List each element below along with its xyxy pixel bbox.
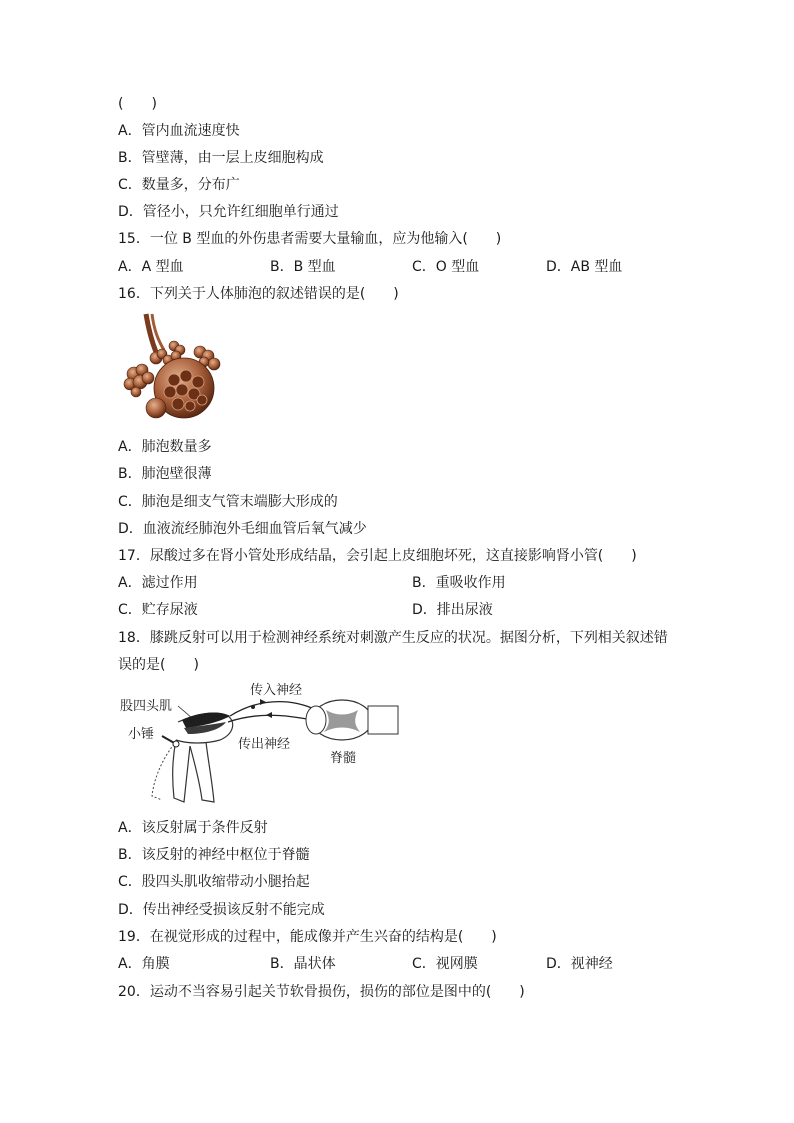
q17-option-c: C．贮存尿液: [118, 602, 198, 618]
q20-stem: 20．运动不当容易引起关节软骨损伤，损伤的部位是图中的( ): [118, 984, 525, 1000]
knee-jerk-reflex-figure: [116, 680, 401, 810]
q16-option-d: D．血液流经肺泡外毛细血管后氧气减少: [118, 521, 367, 537]
q19-option-d: D．视神经: [546, 956, 613, 972]
label-spinal-cord: 脊髓: [330, 751, 357, 766]
q18-stem-line1: 18．膝跳反射可以用于检测神经系统对刺激产生反应的状况。据图分析，下列相关叙述错: [118, 630, 668, 646]
q17-option-a: A．滤过作用: [118, 575, 198, 591]
q14-option-b: B．管壁薄，由一层上皮细胞构成: [118, 150, 324, 166]
q15-option-b: B．B 型血: [270, 259, 336, 275]
q18-option-c: C．股四头肌收缩带动小腿抬起: [118, 874, 310, 890]
q14-option-c: C．数量多，分布广: [118, 177, 240, 193]
q14-option-a: A．管内血流速度快: [118, 123, 240, 139]
q16-option-c: C．肺泡是细支气管末端膨大形成的: [118, 494, 338, 510]
q16-stem: 16．下列关于人体肺泡的叙述错误的是( ): [118, 286, 399, 302]
q15-stem: 15．一位 B 型血的外伤患者需要大量输血，应为他输入( ): [118, 231, 502, 247]
q15-option-a: A．A 型血: [118, 259, 184, 275]
q16-option-a: A．肺泡数量多: [118, 439, 212, 455]
q17-option-d: D．排出尿液: [412, 602, 493, 618]
label-afferent-nerve: 传入神经: [250, 683, 303, 698]
q15-option-c: C．O 型血: [412, 259, 480, 275]
q19-option-c: C．视网膜: [412, 956, 478, 972]
q17-stem: 17．尿酸过多在肾小管处形成结晶，会引起上皮细胞坏死，这直接影响肾小管( ): [118, 548, 637, 564]
label-quadriceps: 股四头肌: [120, 699, 173, 714]
q18-option-d: D．传出神经受损该反射不能完成: [118, 902, 325, 918]
q18-stem-line2: 误的是( ): [118, 657, 199, 673]
alveoli-figure: [116, 312, 226, 428]
q16-option-b: B．肺泡壁很薄: [118, 466, 212, 482]
q19-stem: 19．在视觉形成的过程中，能成像并产生兴奋的结构是( ): [118, 929, 497, 945]
q14-stem-tail: ( ): [118, 96, 157, 112]
label-efferent-nerve: 传出神经: [238, 737, 291, 752]
q19-option-b: B．晶状体: [270, 956, 336, 972]
q14-option-d: D．管径小，只允许红细胞单行通过: [118, 204, 339, 220]
q18-option-a: A．该反射属于条件反射: [118, 820, 268, 836]
q18-option-b: B．该反射的神经中枢位于脊髓: [118, 847, 310, 863]
q17-option-b: B．重吸收作用: [412, 575, 506, 591]
q15-option-d: D．AB 型血: [546, 259, 623, 275]
q19-option-a: A．角膜: [118, 956, 170, 972]
label-hammer: 小锤: [128, 727, 155, 742]
